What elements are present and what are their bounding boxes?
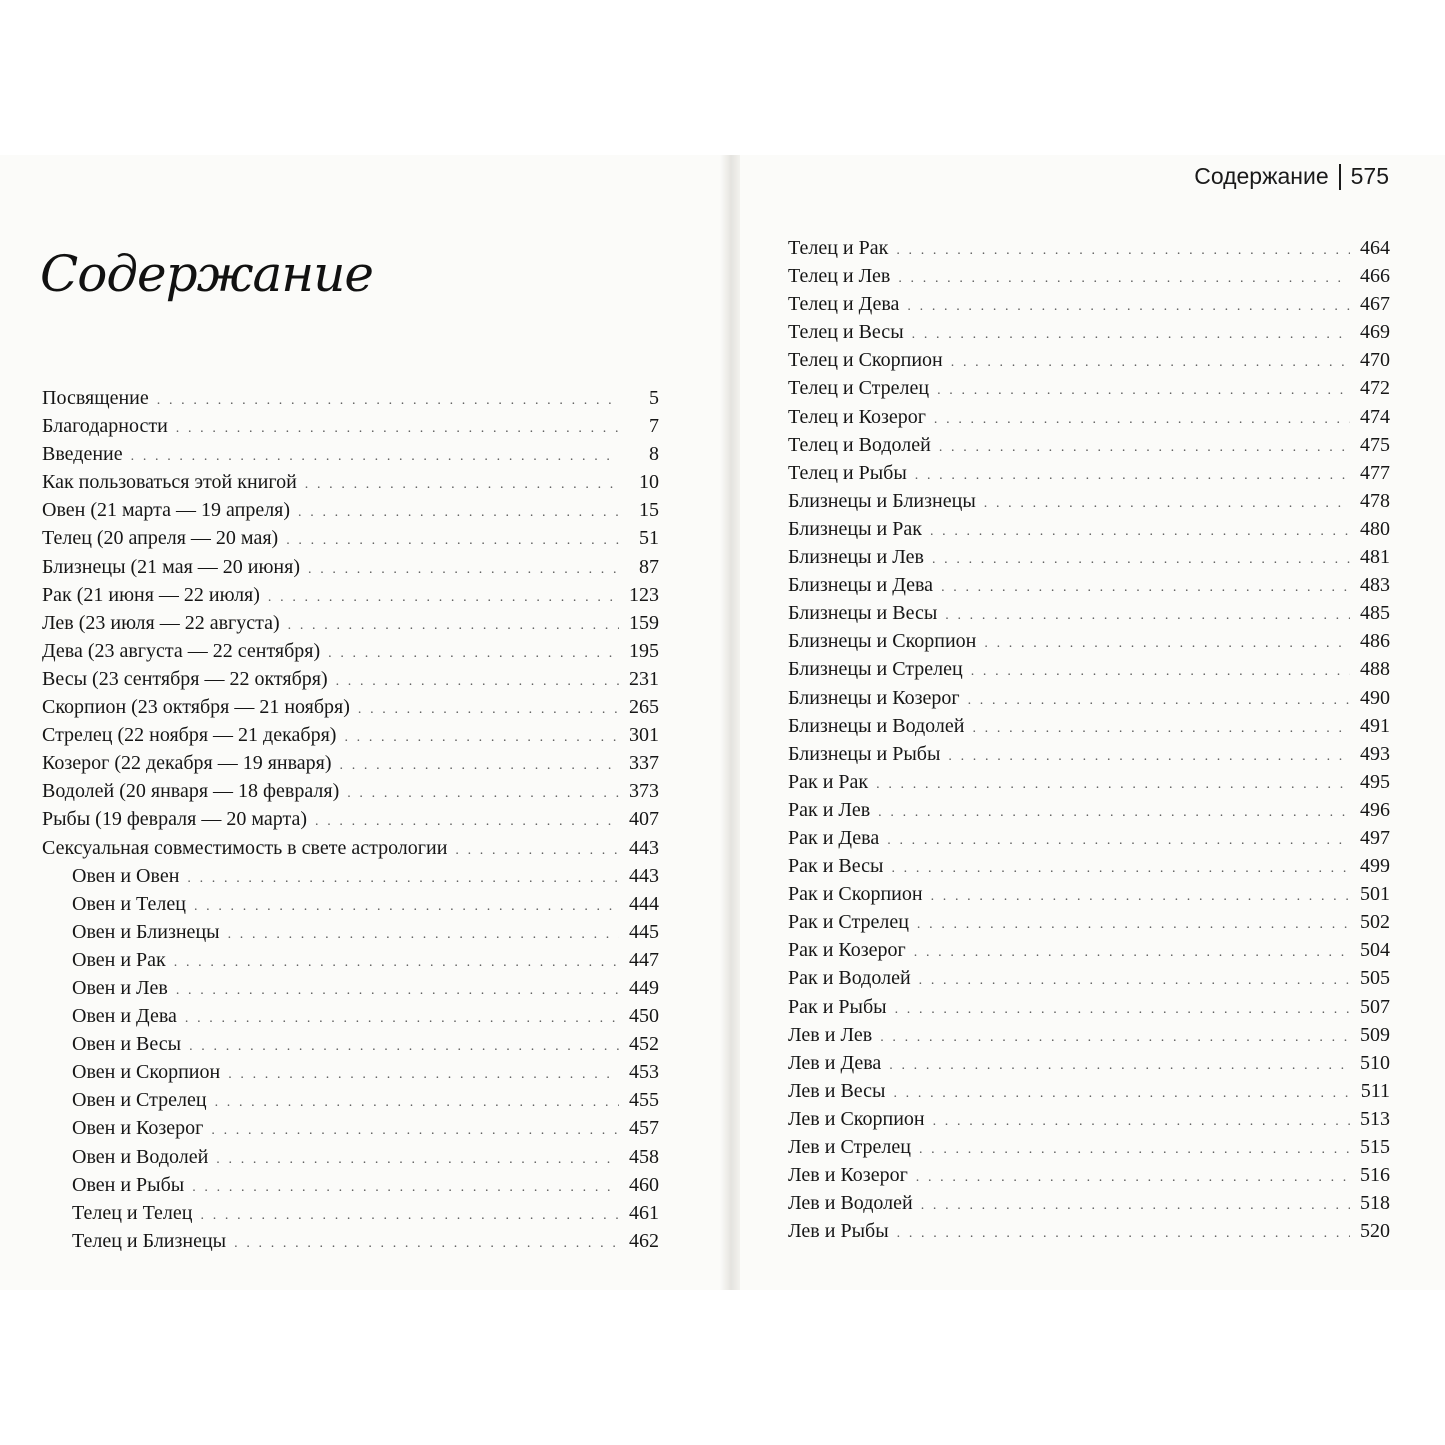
dot-leader xyxy=(878,799,1350,824)
toc-entry-page: 467 xyxy=(1360,293,1390,316)
toc-entry-page: 472 xyxy=(1360,377,1390,400)
toc-entry-page: 373 xyxy=(629,780,659,803)
toc-entry-page: 195 xyxy=(629,639,659,662)
toc-entry-page: 486 xyxy=(1360,630,1390,653)
toc-entry-page: 444 xyxy=(629,892,659,915)
toc-entry-page: 509 xyxy=(1360,1023,1390,1046)
toc-entry xyxy=(788,1021,1390,1049)
dot-leader xyxy=(907,293,1350,318)
toc-entry xyxy=(788,318,1390,346)
toc-entry xyxy=(788,1105,1390,1133)
toc-entry xyxy=(42,946,659,974)
toc-entry-page: 470 xyxy=(1360,349,1390,372)
toc-entry-label: Рак и Лев xyxy=(788,798,871,821)
toc-entry xyxy=(788,852,1390,880)
dot-leader xyxy=(937,377,1350,402)
dot-leader xyxy=(187,865,619,890)
dot-leader xyxy=(895,996,1350,1021)
dot-leader xyxy=(211,1117,619,1142)
running-head xyxy=(1194,163,1389,190)
toc-entry-label: Посвящение xyxy=(42,387,149,409)
toc-entry xyxy=(788,908,1390,936)
toc-entry xyxy=(788,571,1390,599)
toc-entry-page: 474 xyxy=(1360,405,1390,428)
toc-entry-label: Рыбы (19 февраля — 20 марта) xyxy=(42,808,307,831)
dot-leader xyxy=(914,939,1350,964)
toc-entry-label: Благодарности xyxy=(42,415,168,438)
book-spread xyxy=(0,155,1445,1290)
toc-entry-label: Рак и Дева xyxy=(788,826,880,849)
dot-leader xyxy=(932,546,1350,571)
toc-entry xyxy=(42,524,659,552)
toc-entry-page: 455 xyxy=(629,1089,659,1112)
toc-entry xyxy=(42,609,659,637)
dot-leader xyxy=(131,443,619,468)
toc-entry xyxy=(788,824,1390,852)
toc-entry-label: Лев и Стрелец xyxy=(788,1136,911,1158)
toc-entry xyxy=(42,805,659,833)
toc-entry-page: 464 xyxy=(1360,237,1390,259)
toc-entry xyxy=(788,374,1390,402)
toc-entry-label: Рак (21 июня — 22 июля) xyxy=(42,583,260,606)
toc-entry xyxy=(788,880,1390,908)
toc-entry xyxy=(42,1227,659,1255)
toc-entry xyxy=(788,964,1390,992)
toc-entry xyxy=(42,665,659,693)
toc-entry xyxy=(788,1189,1390,1217)
dot-leader xyxy=(185,1005,619,1030)
dot-leader xyxy=(971,658,1350,683)
dot-leader xyxy=(298,499,619,524)
toc-entry xyxy=(788,459,1390,487)
left-page xyxy=(0,155,720,1290)
toc-entry-label: Лев и Козерог xyxy=(788,1164,908,1187)
dot-leader xyxy=(358,696,619,721)
toc-entry xyxy=(42,834,659,862)
toc-entry-page: 495 xyxy=(1360,770,1390,793)
toc-entry-label: Рак и Козерог xyxy=(788,939,906,962)
toc-entry-page: 453 xyxy=(629,1061,659,1084)
toc-entry-label: Овен и Рыбы xyxy=(72,1173,185,1196)
toc-entry-page: 443 xyxy=(629,864,659,887)
page-number: 575 xyxy=(1350,163,1389,189)
toc-entry-label: Лев и Водолей xyxy=(788,1192,913,1215)
toc-entry xyxy=(42,1086,659,1114)
toc-entry xyxy=(788,768,1390,796)
toc-entry xyxy=(788,543,1390,571)
toc-entry-page: 475 xyxy=(1360,433,1390,456)
dot-leader xyxy=(896,237,1350,262)
toc-entry-label: Телец и Козерог xyxy=(788,405,926,428)
toc-entry-label: Сексуальная совместимость в свете астрологии xyxy=(42,836,448,859)
toc-entry-label: Как пользоваться этой книгой xyxy=(42,471,297,494)
toc-entry-label: Рак и Рыбы xyxy=(788,995,887,1018)
toc-entry-page: 460 xyxy=(629,1173,659,1196)
toc-entry-label: Овен и Овен xyxy=(72,864,180,887)
dot-leader xyxy=(157,387,619,412)
dot-leader xyxy=(228,921,619,946)
dot-leader xyxy=(933,1108,1350,1133)
dot-leader xyxy=(336,668,619,693)
dot-leader xyxy=(891,855,1350,880)
dot-leader xyxy=(315,808,619,833)
toc-entry-page: 502 xyxy=(1360,911,1390,934)
toc-entry xyxy=(788,684,1390,712)
toc-entry xyxy=(788,993,1390,1021)
toc-entry-label: Овен и Дева xyxy=(72,1005,177,1028)
toc-entry xyxy=(788,234,1390,262)
toc-entry xyxy=(42,862,659,890)
toc-entry-page: 497 xyxy=(1360,826,1390,849)
toc-entry xyxy=(788,1161,1390,1189)
dot-leader xyxy=(951,349,1350,374)
toc-entry xyxy=(788,936,1390,964)
toc-entry-page: 337 xyxy=(629,752,659,775)
toc-entry-label: Телец (20 апреля — 20 мая) xyxy=(42,527,279,550)
toc-entry-label: Овен и Лев xyxy=(72,976,168,999)
dot-leader xyxy=(939,434,1350,459)
dot-leader xyxy=(215,1089,619,1114)
toc-entry-label: Рак и Скорпион xyxy=(788,883,923,906)
dot-leader xyxy=(941,574,1350,599)
toc-entry-label: Телец и Близнецы xyxy=(72,1229,227,1252)
chapter-title: Содержание xyxy=(40,245,374,303)
toc-entry-page: 504 xyxy=(1360,939,1390,962)
toc-entry xyxy=(42,637,659,665)
toc-entry-page: 8 xyxy=(649,443,659,466)
toc-entry xyxy=(42,581,659,609)
dot-leader xyxy=(347,780,619,805)
toc-entry xyxy=(42,777,659,805)
toc-entry-page: 481 xyxy=(1360,546,1390,569)
toc-entry-page: 466 xyxy=(1360,265,1390,288)
toc-entry-label: Телец и Весы xyxy=(788,321,904,344)
toc-entry xyxy=(42,1030,659,1058)
toc-entry-label: Овен и Рак xyxy=(72,948,166,971)
toc-entry-label: Лев и Дева xyxy=(788,1051,882,1074)
dot-leader xyxy=(916,1164,1350,1189)
toc-entry-page: 507 xyxy=(1360,995,1390,1018)
dot-leader xyxy=(328,640,619,665)
toc-entry xyxy=(42,412,659,440)
toc-entry-page: 457 xyxy=(629,1117,659,1140)
toc-entry-label: Близнецы и Дева xyxy=(788,574,934,597)
dot-leader xyxy=(455,837,619,862)
dot-leader xyxy=(915,462,1350,487)
dot-leader xyxy=(234,1230,619,1255)
toc-entry-page: 443 xyxy=(629,836,659,859)
toc-entry-label: Рак и Весы xyxy=(788,855,884,878)
toc-entry-label: Близнецы (21 мая — 20 июня) xyxy=(42,555,300,578)
toc-entry xyxy=(788,487,1390,515)
toc-entry xyxy=(42,468,659,496)
toc-entry-label: Овен и Телец xyxy=(72,892,186,915)
dot-leader xyxy=(984,630,1350,655)
toc-entry-page: 265 xyxy=(629,696,659,719)
toc-entry xyxy=(42,496,659,524)
toc-entry-label: Близнецы и Скорпион xyxy=(788,630,977,653)
toc-entry xyxy=(42,384,659,412)
toc-entry-label: Весы (23 сентября — 22 октября) xyxy=(42,667,328,690)
toc-entry-label: Овен и Скорпион xyxy=(72,1061,221,1084)
toc-entry-label: Близнецы и Близнецы xyxy=(788,489,976,512)
dot-leader xyxy=(948,743,1350,768)
dot-leader xyxy=(931,883,1350,908)
toc-entry xyxy=(42,553,659,581)
running-head-divider xyxy=(1339,164,1341,190)
toc-entry-label: Телец и Лев xyxy=(788,265,891,288)
dot-leader xyxy=(912,321,1350,346)
toc-entry-page: 449 xyxy=(629,976,659,999)
toc-entry-label: Телец и Рыбы xyxy=(788,461,907,484)
toc-entry-page: 491 xyxy=(1360,714,1390,737)
dot-leader xyxy=(308,556,619,581)
toc-entry xyxy=(788,712,1390,740)
toc-entry-label: Лев и Рыбы xyxy=(788,1220,889,1243)
dot-leader xyxy=(192,1174,619,1199)
toc-entry-page: 501 xyxy=(1360,883,1390,906)
toc-entry-label: Лев и Лев xyxy=(788,1023,873,1046)
toc-entry-page: 450 xyxy=(629,1005,659,1028)
toc-entry xyxy=(788,655,1390,683)
toc-entry-page: 469 xyxy=(1360,321,1390,344)
toc-entry xyxy=(788,290,1390,318)
dot-leader xyxy=(968,687,1350,712)
toc-entry xyxy=(42,918,659,946)
dot-leader xyxy=(934,406,1350,431)
toc-entry-label: Овен и Близнецы xyxy=(72,920,220,943)
toc-entry-page: 477 xyxy=(1360,461,1390,484)
toc-entry-page: 511 xyxy=(1360,1079,1390,1102)
toc-entry-label: Стрелец (22 ноября — 21 декабря) xyxy=(42,724,337,747)
toc-entry xyxy=(42,749,659,777)
toc-entry-label: Близнецы и Лев xyxy=(788,546,924,569)
dot-leader xyxy=(897,1220,1350,1245)
toc-entry-page: 87 xyxy=(639,555,659,578)
toc-entry xyxy=(42,1199,659,1227)
dot-leader xyxy=(876,771,1350,796)
toc-entry xyxy=(42,721,659,749)
toc-entry-label: Близнецы и Водолей xyxy=(788,714,965,737)
toc-entry-label: Водолей (20 января — 18 февраля) xyxy=(42,780,340,803)
toc-entry-label: Введение xyxy=(42,443,123,466)
toc-entry xyxy=(42,693,659,721)
toc-entry-page: 518 xyxy=(1360,1192,1390,1215)
toc-entry-label: Овен и Козерог xyxy=(72,1117,204,1140)
toc-entry-page: 123 xyxy=(629,583,659,606)
dot-leader xyxy=(984,490,1350,515)
toc-entry-page: 496 xyxy=(1360,798,1390,821)
toc-entry-page: 490 xyxy=(1360,686,1390,709)
toc-entry-page: 51 xyxy=(639,527,659,550)
toc-entry-page: 493 xyxy=(1360,742,1390,765)
toc-entry-page: 452 xyxy=(629,1033,659,1056)
toc-entry xyxy=(42,1114,659,1142)
toc-entry xyxy=(788,796,1390,824)
dot-leader xyxy=(286,527,619,552)
toc-entry-page: 483 xyxy=(1360,574,1390,597)
toc-entry-label: Близнецы и Рыбы xyxy=(788,742,941,765)
dot-leader xyxy=(305,471,619,496)
toc-entry-label: Близнецы и Козерог xyxy=(788,686,960,709)
toc-entry-label: Телец и Водолей xyxy=(788,433,931,456)
toc-entry-page: 458 xyxy=(629,1145,659,1168)
toc-entry xyxy=(42,1002,659,1030)
toc-entry xyxy=(788,740,1390,768)
toc-entry-page: 513 xyxy=(1360,1107,1390,1130)
toc-entry xyxy=(42,1171,659,1199)
right-page xyxy=(740,155,1445,1290)
toc-entry xyxy=(788,1077,1390,1105)
dot-leader xyxy=(887,827,1350,852)
toc-entry-page: 445 xyxy=(629,920,659,943)
toc-entry-label: Скорпион (23 октября — 21 ноября) xyxy=(42,696,350,719)
dot-leader xyxy=(194,893,619,918)
toc-entry xyxy=(42,1058,659,1086)
running-head-title: Содержание xyxy=(1194,163,1329,189)
toc-entry xyxy=(788,262,1390,290)
toc-entry-page: 488 xyxy=(1360,658,1390,681)
toc-entry-label: Близнецы и Стрелец xyxy=(788,658,963,681)
toc-entry xyxy=(42,440,659,468)
toc-entry xyxy=(788,403,1390,431)
toc-entry-label: Близнецы и Весы xyxy=(788,602,938,625)
toc-entry-page: 515 xyxy=(1360,1136,1390,1158)
dot-leader xyxy=(945,602,1350,627)
toc-entry-page: 480 xyxy=(1360,517,1390,540)
toc-entry-label: Лев и Весы xyxy=(788,1079,886,1102)
toc-entry-label: Лев (23 июля — 22 августа) xyxy=(42,611,280,634)
toc-entry-label: Овен и Водолей xyxy=(72,1145,209,1168)
dot-leader xyxy=(880,1024,1350,1049)
toc-entry-page: 462 xyxy=(629,1229,659,1252)
toc-entry-page: 499 xyxy=(1360,855,1390,878)
dot-leader xyxy=(893,1080,1350,1105)
toc-entry-page: 505 xyxy=(1360,967,1390,990)
toc-entry-page: 301 xyxy=(629,724,659,747)
toc-entry-label: Телец и Рак xyxy=(788,237,889,259)
dot-leader xyxy=(216,1146,619,1171)
toc-entry-page: 461 xyxy=(629,1201,659,1224)
dot-leader xyxy=(930,518,1350,543)
toc-entry-page: 10 xyxy=(639,471,659,494)
toc-entry-label: Лев и Скорпион xyxy=(788,1107,925,1130)
dot-leader xyxy=(174,949,619,974)
toc-entry-label: Рак и Рак xyxy=(788,770,869,793)
toc-entry-label: Телец и Стрелец xyxy=(788,377,930,400)
dot-leader xyxy=(340,752,619,777)
toc-entry xyxy=(42,890,659,918)
toc-entry-label: Овен и Весы xyxy=(72,1033,182,1056)
toc-entry xyxy=(788,431,1390,459)
dot-leader xyxy=(972,715,1350,740)
dot-leader xyxy=(898,265,1350,290)
toc-entry-page: 478 xyxy=(1360,489,1390,512)
dot-leader xyxy=(268,584,619,609)
toc-list-right xyxy=(788,234,1390,1245)
toc-entry xyxy=(788,1133,1390,1161)
toc-entry-label: Рак и Водолей xyxy=(788,967,911,990)
toc-entry-label: Овен (21 марта — 19 апреля) xyxy=(42,499,291,522)
toc-entry xyxy=(42,974,659,1002)
dot-leader xyxy=(921,1192,1350,1217)
dot-leader xyxy=(344,724,619,749)
toc-entry-label: Дева (23 августа — 22 сентября) xyxy=(42,639,321,662)
dot-leader xyxy=(176,977,619,1002)
toc-entry-label: Овен и Стрелец xyxy=(72,1089,207,1112)
toc-entry-page: 520 xyxy=(1360,1220,1390,1243)
dot-leader xyxy=(919,967,1350,992)
toc-entry-page: 15 xyxy=(639,499,659,522)
toc-entry xyxy=(788,346,1390,374)
dot-leader xyxy=(228,1061,619,1086)
toc-entry-page: 510 xyxy=(1360,1051,1390,1074)
toc-entry xyxy=(788,599,1390,627)
dot-leader xyxy=(176,415,619,440)
toc-entry-page: 447 xyxy=(629,948,659,971)
book-gutter xyxy=(720,155,740,1290)
toc-entry-page: 5 xyxy=(649,387,659,409)
toc-entry-label: Телец и Дева xyxy=(788,293,900,316)
toc-entry xyxy=(788,515,1390,543)
toc-entry-page: 7 xyxy=(649,415,659,438)
dot-leader xyxy=(917,911,1350,936)
toc-entry-page: 407 xyxy=(629,808,659,831)
toc-entry-page: 231 xyxy=(629,667,659,690)
toc-entry-page: 516 xyxy=(1360,1164,1390,1187)
toc-entry-label: Близнецы и Рак xyxy=(788,517,922,540)
toc-entry-label: Козерог (22 декабря — 19 января) xyxy=(42,752,332,775)
toc-entry-label: Рак и Стрелец xyxy=(788,911,909,934)
dot-leader xyxy=(288,612,619,637)
dot-leader xyxy=(889,1052,1350,1077)
dot-leader xyxy=(201,1202,620,1227)
toc-entry xyxy=(788,1049,1390,1077)
toc-list-left xyxy=(42,384,659,1255)
toc-entry xyxy=(788,1217,1390,1245)
toc-entry-page: 159 xyxy=(629,611,659,634)
dot-leader xyxy=(189,1033,619,1058)
toc-entry xyxy=(42,1143,659,1171)
toc-entry xyxy=(788,627,1390,655)
dot-leader xyxy=(919,1136,1350,1161)
toc-entry-page: 485 xyxy=(1360,602,1390,625)
toc-entry-label: Телец и Телец xyxy=(72,1201,193,1224)
toc-entry-label: Телец и Скорпион xyxy=(788,349,943,372)
